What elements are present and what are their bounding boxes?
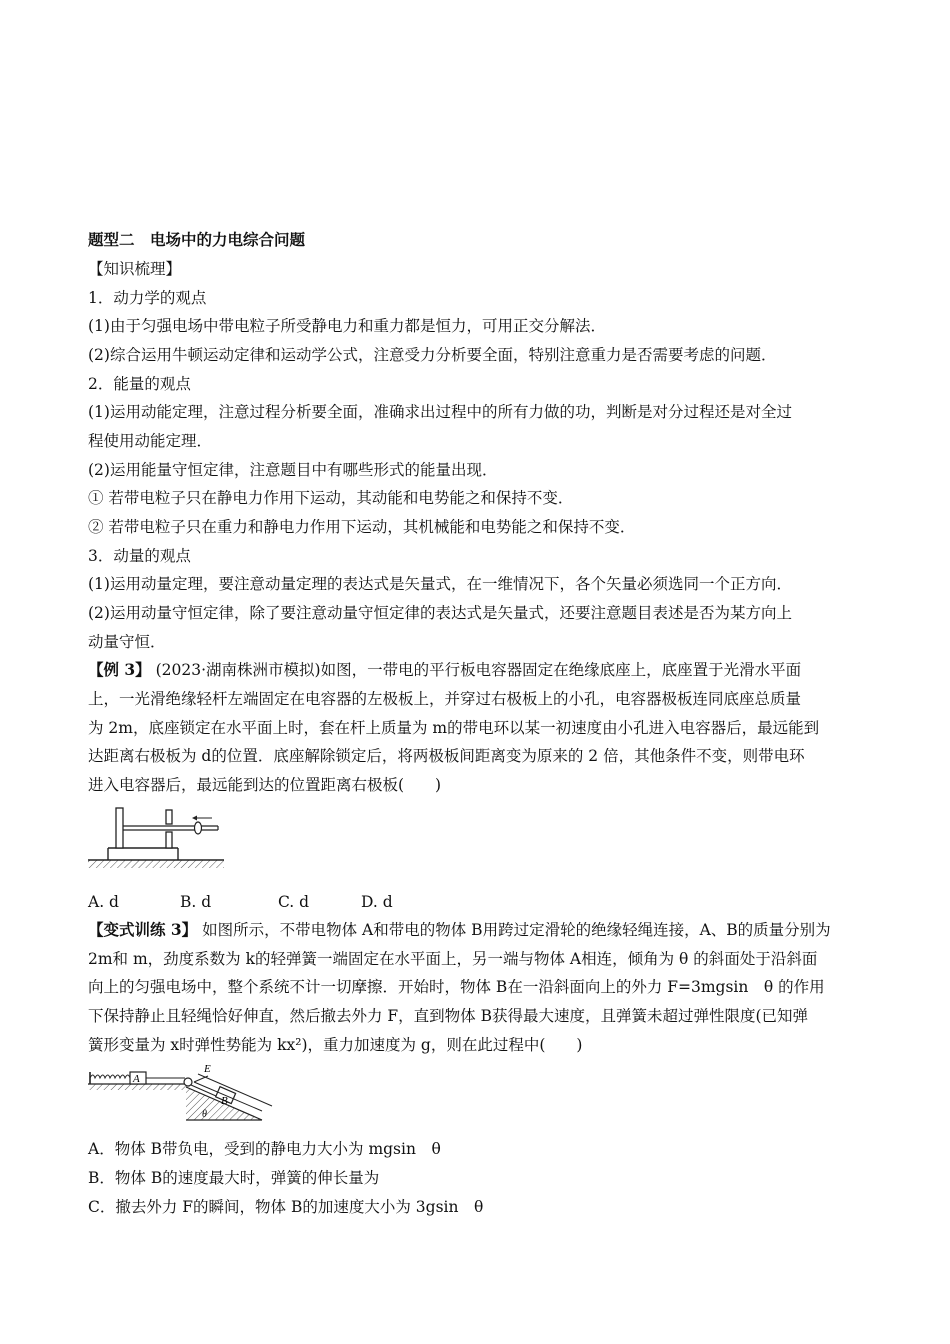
example-3-text: (2023·湖南株洲市模拟)如图，一带电的平行板电容器固定在绝缘底座上，底座置于光滑水平面 — [155, 661, 802, 679]
label-b: B — [221, 1095, 228, 1107]
example-3-line: 上，一光滑绝缘轻杆左端固定在电容器的左极板上，并穿过右极板上的小孔，电容器极板连同底座总质量 — [88, 690, 802, 708]
option-d[interactable]: D. d — [361, 893, 393, 911]
example-3-line: 达距离右极板为 d的位置．底座解除锁定后，将两极板间距离变为原来的 2 倍，其他条件不变，则带电环 — [88, 747, 805, 765]
paragraph: 动量守恒． — [88, 633, 166, 651]
label-theta: θ — [202, 1109, 207, 1120]
right-plate-lower — [166, 832, 172, 848]
paragraph: (2)综合运用牛顿运动定律和运动学公式，注意受力分析要全面，特别注意重力是否需要考虑的问题． — [88, 346, 777, 364]
option-c[interactable]: C. d — [278, 893, 310, 911]
paragraph: (1)运用动量定理，要注意动量定理的表达式是矢量式，在一维情况下，各个矢量必须选同一个正方向． — [88, 575, 792, 593]
ground-hatch — [88, 860, 224, 868]
variant-3-text: 如图所示，不带电物体 A和带电的物体 B用跨过定滑轮的绝缘轻绳连接，A、B的质量分别为 — [202, 921, 831, 939]
variant-option-b[interactable]: B．物体 B的速度最大时，弹簧的伸长量为 — [88, 1169, 380, 1187]
paragraph: ① 若带电粒子只在静电力作用下运动，其动能和电势能之和保持不变． — [88, 489, 574, 507]
paragraph: ② 若带电粒子只在重力和静电力作用下运动，其机械能和电势能之和保持不变． — [88, 518, 636, 536]
paragraph: (2)运用能量守恒定律，注意题目中有哪些形式的能量出现． — [88, 461, 498, 479]
heading-dynamics: 1．动力学的观点 — [88, 289, 207, 307]
paragraph: 程使用动能定理． — [88, 432, 213, 450]
section-title: 题型二 电场中的力电综合问题 — [88, 231, 306, 249]
variant-option-c[interactable]: C．撤去外力 F的瞬间，物体 B的加速度大小为 3gsin θ — [88, 1198, 484, 1216]
example-3-line: 进入电容器后，最远能到达的位置距离右极板( ) — [88, 776, 442, 794]
example-3-line — [88, 660, 868, 680]
variant-option-a[interactable]: A．物体 B带负电，受到的静电力大小为 mgsin θ — [88, 1140, 441, 1158]
variant-3-line: 2m和 m，劲度系数为 k的轻弹簧一端固定在水平面上，另一端与物体 A相连，倾角为 θ 的斜面处于沿斜面 — [88, 950, 818, 968]
knowledge-header: 【知识梳理】 — [88, 260, 182, 278]
heading-energy: 2．能量的观点 — [88, 375, 191, 393]
incline-figure — [86, 1058, 276, 1126]
variant-3-line: 向上的匀强电场中，整个系统不计一切摩擦．开始时，物体 B在一沿斜面向上的外力 F=3mgsin θ 的作用 — [88, 978, 825, 996]
option-a[interactable]: A. d — [88, 893, 119, 911]
example-3-tag: 【例 3】 — [88, 660, 151, 679]
charged-ring — [195, 822, 202, 834]
variant-3-line — [88, 920, 868, 940]
variant-3-tag: 【变式训练 3】 — [88, 920, 198, 939]
pulley — [184, 1078, 192, 1086]
heading-momentum: 3．动量的观点 — [88, 547, 191, 565]
paragraph: (2)运用动量守恒定律，除了要注意动量守恒定律的表达式是矢量式，还要注意题目表述是否为某方向上 — [88, 604, 792, 622]
label-a: A — [133, 1073, 140, 1085]
variant-3-line: 下保持静止且轻绳恰好伸直，然后撤去外力 F，直到物体 B获得最大速度，且弹簧未超过弹性限度(已知弹 — [88, 1007, 809, 1025]
paragraph: (1)由于匀强电场中带电粒子所受静电力和重力都是恒力，可用正交分解法． — [88, 317, 606, 335]
velocity-arrowhead — [192, 816, 197, 821]
option-b[interactable]: B. d — [180, 893, 212, 911]
spring — [90, 1075, 130, 1078]
paragraph: (1)运用动能定理，注意过程分析要全面，准确求出过程中的所有力做的功，判断是对分过程还是对全过 — [88, 403, 792, 421]
variant-3-line: 簧形变量为 x时弹性势能为 kx²)，重力加速度为 g，则在此过程中( ) — [88, 1036, 583, 1054]
right-plate-upper — [166, 810, 172, 824]
label-e: E — [204, 1063, 211, 1075]
example-3-line: 为 2m，底座锁定在水平面上时，套在杆上质量为 m的带电环以某一初速度由小孔进入电容器后，最远能到 — [88, 719, 820, 737]
field-arrow — [194, 1076, 208, 1082]
left-plate — [116, 808, 123, 848]
example-3-options — [88, 892, 868, 912]
capacitor-figure — [86, 800, 226, 870]
